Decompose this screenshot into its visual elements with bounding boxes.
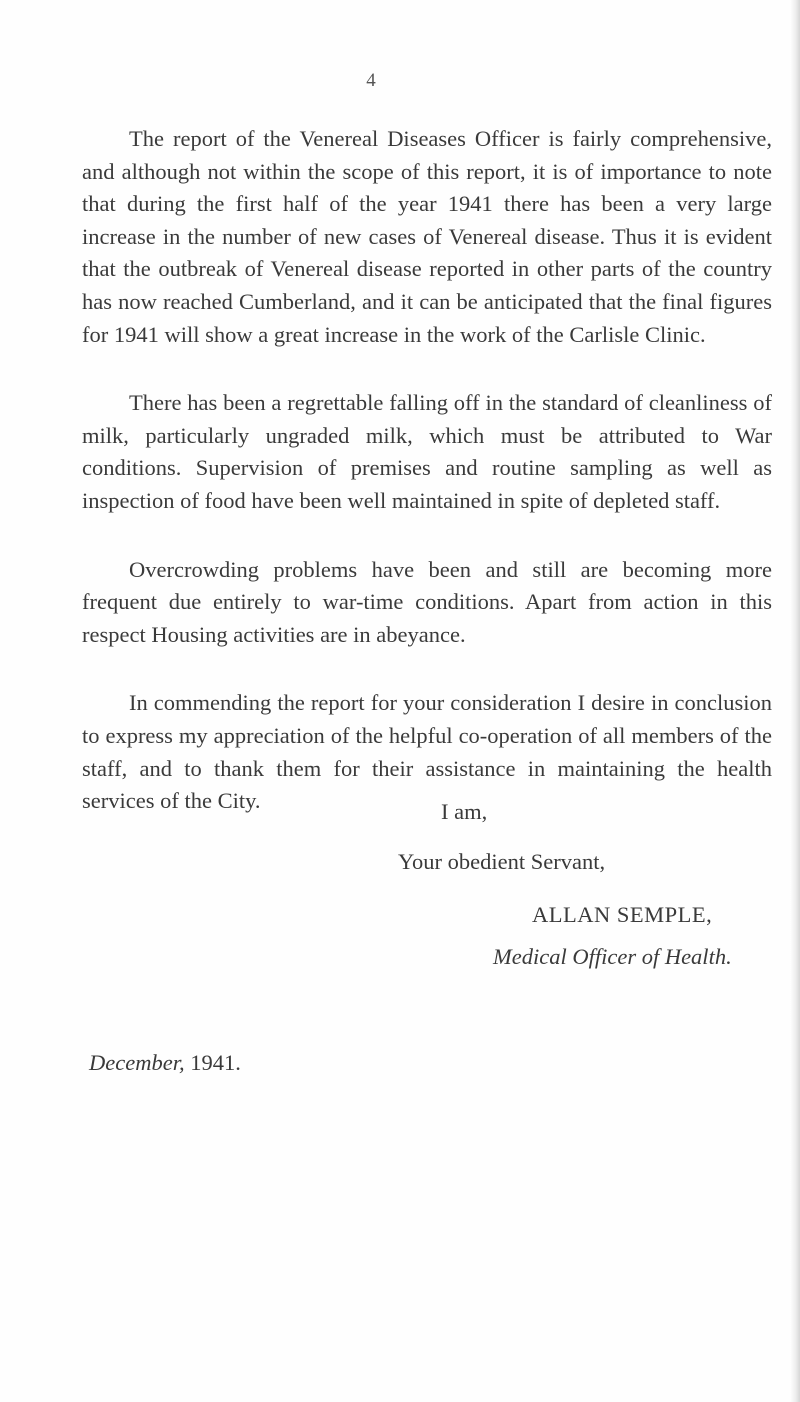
letter-date	[89, 1048, 241, 1078]
complimentary-close: Your obedient Servant,	[398, 849, 606, 874]
salutation: I am,	[441, 799, 488, 824]
paragraph-venereal-disease: The report of the Venereal Diseases Officer is fairly comprehensive, and although not within the scope of this report, it is of importance to note that during the first half of the year 1941 there has been a very large increase in the number of new cases of Venereal disease. Thus it is evident that the outbreak of Venereal disease reported in other parts of the country has now reached Cumberland, and it can be anticipated that the final figures for 1941 will show a great increase in the work of the Carlisle Clinic.	[82, 126, 772, 347]
date-month: December,	[89, 1050, 185, 1075]
report-body	[82, 123, 772, 854]
paragraph-conclusion: In commending the report for your consideration I desire in conclusion to express my appreciation of the helpful co-operation of all members of the staff, and to thank them for their assistance in maintaining the health services of the City.	[82, 690, 772, 814]
date-year: 1941.	[190, 1050, 241, 1075]
page-edge-shadow	[790, 0, 800, 1402]
page-number: 4	[366, 70, 376, 91]
paragraph-milk-cleanliness: There has been a regrettable falling off in the standard of cleanliness of milk, particularly ungraded milk, which must be attributed to War conditions. Supervision of premises and routine sampling as well as inspection of food have been well maintained in spite of depleted staff.	[82, 390, 772, 513]
signatory-name: ALLAN SEMPLE,	[532, 902, 713, 927]
signatory-title: Medical Officer of Health.	[493, 944, 732, 969]
paragraph-overcrowding: Overcrowding problems have been and still are becoming more frequent due entirely to war-time conditions. Apart from action in this respect Housing activities are in abeyance.	[82, 556, 772, 647]
